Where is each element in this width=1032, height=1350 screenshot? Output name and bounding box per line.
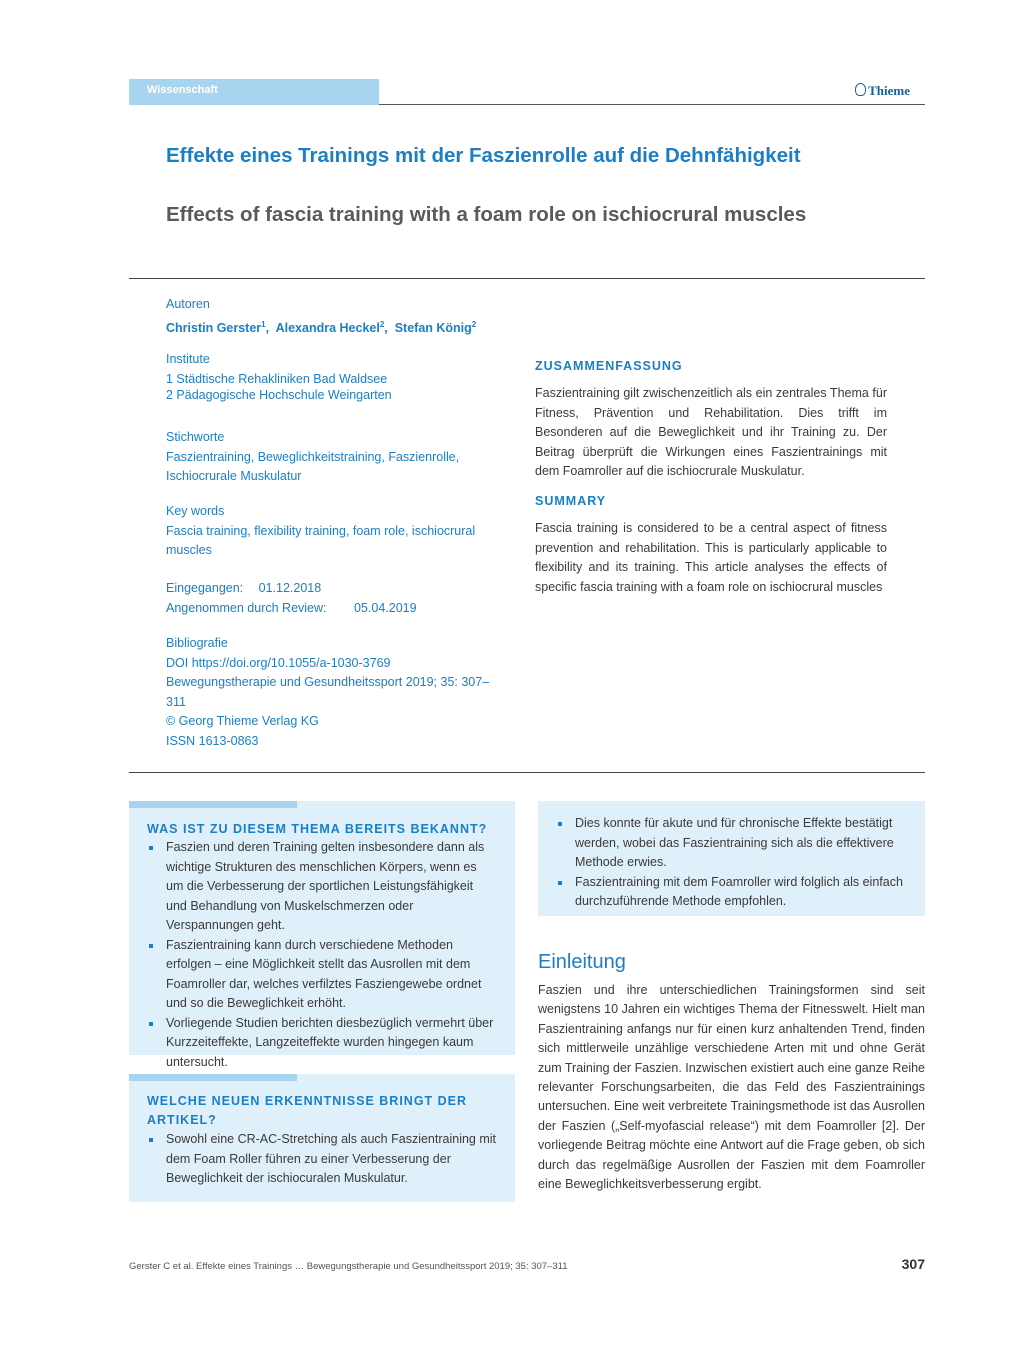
keywords-en-line: Fascia training, flexibility training, foam role, ischiocrural	[166, 523, 476, 538]
keywords-en-block	[166, 502, 475, 561]
accepted-row	[166, 599, 417, 619]
keywords-en-label: Key words	[166, 504, 225, 518]
list-item: Faszientraining kann durch verschiedene Methoden erfolgen – eine Möglichkeit stellt das Ausrollen mit dem Foamroller dar, welches verfilztes Fasziengewebe ordnet und so die Beweglichkeit erhöht.	[147, 936, 497, 1014]
abstract-en-text: Fascia training is considered to be a central aspect of fitness prevention and rehabilitation. This is particularly applicable to flexibility and its training. This article analyses the effects of specific fascia training with a foam role on ischiocrural muscles	[535, 521, 887, 594]
keywords-de-line: Faszientraining, Beweglichkeitstraining, Faszienrolle,	[166, 449, 460, 464]
new-findings-box	[129, 1074, 515, 1202]
box-tab	[129, 801, 297, 808]
known-box	[129, 801, 515, 1069]
title-english: Effects of fascia training with a foam role on ischiocrural muscles	[166, 203, 807, 226]
received-row	[166, 579, 417, 599]
known-box-list	[147, 838, 497, 1072]
section-banner	[129, 79, 379, 105]
authors-label: Autoren	[166, 297, 210, 311]
keywords-de-block	[166, 428, 459, 487]
page-number: 307	[901, 1256, 925, 1272]
abstract-en-heading: SUMMARY	[535, 494, 607, 508]
list-item: Faszien und deren Training gelten insbesondere dann als wichtige Strukturen des menschlichen Körpers, wenn es um die Verbesserung der sportlichen Leistungsfähigkeit und Behandlung von Muskelschmerzen oder Verspannungen geht.	[147, 838, 497, 936]
authors-list: Christin Gerster$^1$, Alexandra Heckel$^2$, Stefan König$^2$	[166, 319, 477, 335]
list-item: Sowohl eine CR-AC-Stretching als auch Faszientraining mit dem Foam Roller führen zu einer Verbesserung der Beweglichkeit der ischiocuralen Muskulatur.	[147, 1130, 497, 1189]
new-findings-heading: WELCHE NEUEN ERKENNTNISSE BRINGT DER ARTIKEL?	[147, 1094, 468, 1127]
journal-line: Bewegungstherapie und Gesundheitssport 2019; 35: 307–	[166, 675, 490, 689]
institute-item: 2 Pädagogische Hochschule Weingarten	[166, 388, 392, 402]
accepted-label: Angenommen durch Review:	[166, 600, 327, 615]
keywords-en-line: muscles	[166, 543, 212, 557]
introduction-text: Faszien und ihre unterschiedlichen Trainingsformen sind seit wenigstens 10 Jahren ein wichtiges Thema der Fitnesswelt. Hielt man Faszientraining anfangs nur für einen kurz anhaltenden Trend, finden sich mittlerweile unzählige verschiedene Arten mit und ohne Gerät zum Training der Faszien. Inzwischen existiert auch eine ganze Reihe relevanter Forschungsarbeiten, die das Feld des Faszientrainings untersuchen. Eine weit verbreitete Trainingsmethode ist das Ausrollen der Faszien („Self-myofascial release“) mit dem Foamroller [2]. Der vorliegende Beitrag möchte eine Antwort auf die Frage geben, ob sich durch das regelmäßige Ausrollen der Faszien mit dem Foamroller eine Beweglichkeitsverbesserung ergibt.	[538, 983, 926, 1192]
bibliography-label: Bibliografie	[166, 636, 228, 650]
list-item: Vorliegende Studien berichten diesbezüglich vermehrt über Kurzzeiteffekte, Langzeiteffekte wurden hingegen kaum untersucht.	[147, 1014, 497, 1073]
list-item: Faszientraining mit dem Foamroller wird folglich als einfach durchzuführende Methode empfohlen.	[556, 873, 906, 912]
abstract-de-text: Faszientraining gilt zwischenzeitlich als ein zentrales Thema für Fitness, Prävention und Rehabilitation. Dies trifft im Besonderen auf die Beweglichkeit und ihr Training zu. Der Beitrag überprüft die Wirkungen eines Faszientrainings mit dem Foamroller auf die ischiocrurale Muskulatur.	[535, 386, 887, 478]
keywords-de-line: Ischiocrurale Muskulatur	[166, 469, 302, 483]
publisher-logo	[855, 83, 910, 99]
publisher-name: Thieme	[868, 83, 910, 98]
continued-list	[556, 814, 906, 912]
new-findings-list	[147, 1130, 497, 1189]
header-rule	[379, 104, 925, 105]
bibliography-block	[166, 634, 489, 751]
received-label: Eingegangen:	[166, 581, 244, 595]
doi-row	[166, 654, 489, 674]
box-tab	[129, 1074, 297, 1081]
list-item: Dies konnte für akute und für chronische Effekte bestätigt werden, wobei das Faszientraining sich als die effektivere Methode erwies.	[556, 814, 906, 873]
author-name[interactable]: Stefan König	[394, 320, 472, 335]
known-box-heading: WAS IST ZU DIESEM THEMA BEREITS BEKANNT?	[147, 822, 488, 836]
section-label: Wissenschaft	[147, 84, 218, 96]
institute-item: 1 Städtische Rehakliniken Bad Waldsee	[166, 372, 388, 386]
introduction-heading: Einleitung	[538, 951, 626, 973]
copyright: © Georg Thieme Verlag KG	[166, 714, 319, 728]
thieme-logo-icon	[855, 83, 866, 96]
new-findings-box-continued	[538, 801, 925, 916]
dates-block	[166, 579, 417, 618]
doi-link[interactable]: https://doi.org/10.1055/a-1030-3769	[191, 655, 391, 670]
footer-citation: Gerster C et al. Effekte eines Trainings … Bewegungstherapie und Gesundheitssport 2019; 35: 307–311	[129, 1261, 568, 1272]
section-rule	[129, 772, 925, 773]
received-date: 01.12.2018	[258, 581, 322, 595]
author-name[interactable]: Christin Gerster	[166, 320, 262, 335]
doi-label: DOI	[166, 655, 189, 670]
author-name[interactable]: Alexandra Heckel	[275, 320, 380, 335]
title-german: Effekte eines Trainings mit der Faszienrolle auf die Dehnfähigkeit	[166, 144, 801, 167]
keywords-de-label: Stichworte	[166, 430, 225, 444]
institutes-label: Institute	[166, 352, 210, 366]
issn: ISSN 1613-0863	[166, 733, 259, 748]
institutes-block	[166, 351, 392, 403]
abstract-de-heading: ZUSAMMENFASSUNG	[535, 359, 683, 373]
accepted-date: 05.04.2019	[353, 600, 417, 615]
journal-line: 311	[166, 694, 186, 709]
authors-block	[166, 295, 476, 338]
title-rule	[129, 278, 925, 279]
